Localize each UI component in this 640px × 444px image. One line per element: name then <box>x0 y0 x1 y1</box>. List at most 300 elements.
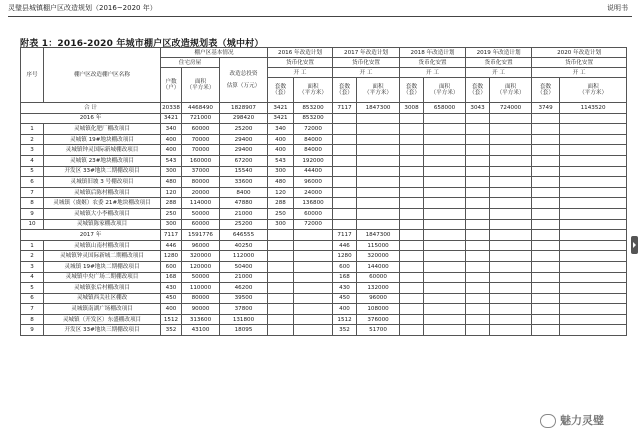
sets-area-cell <box>424 272 466 283</box>
sets-cell <box>532 230 560 241</box>
sets-area-cell: 1143520 <box>560 103 627 114</box>
col-area: 面积 （平方米） <box>182 68 220 103</box>
cost-cell: 25200 <box>220 124 268 135</box>
header-left: 灵璧县城镇棚户区改造规划（2016~2020 年） <box>8 4 157 12</box>
table-row <box>21 314 627 325</box>
sets-cell <box>400 325 424 336</box>
sets-area-cell <box>294 251 333 262</box>
table-row <box>21 166 627 177</box>
sets-cell <box>532 293 560 304</box>
sets-area-cell <box>490 198 532 209</box>
sets-cell <box>466 304 490 315</box>
sets-area-cell <box>490 187 532 198</box>
sets-cell: 480 <box>268 177 294 188</box>
sets-cell: 543 <box>268 155 294 166</box>
sets-cell <box>466 293 490 304</box>
project-name: 灵城镇山南村棚改项目 <box>44 240 161 251</box>
sets-area-cell <box>424 124 466 135</box>
sets-area-cell: 108000 <box>357 304 400 315</box>
table-row <box>21 124 627 135</box>
col-seq: 序号 <box>21 48 44 103</box>
area-cell: 80000 <box>182 177 220 188</box>
sets-area-cell <box>424 251 466 262</box>
table-row <box>21 261 627 272</box>
sets-cell <box>466 251 490 262</box>
sets-cell <box>532 187 560 198</box>
sets-area-cell <box>560 155 627 166</box>
col-2018-monetary: 货币化安置 <box>400 58 466 68</box>
sets-area-cell <box>560 304 627 315</box>
sets-cell <box>532 240 560 251</box>
table-row <box>21 134 627 145</box>
area-cell: 60000 <box>182 219 220 230</box>
sets-area-cell <box>357 177 400 188</box>
col-residential: 住宅房屋 <box>161 58 220 68</box>
sets-cell: 3043 <box>466 103 490 114</box>
sets-area-cell: 96000 <box>357 293 400 304</box>
area-cell: 70000 <box>182 134 220 145</box>
sets-cell <box>466 124 490 135</box>
cost-cell: 33600 <box>220 177 268 188</box>
sets-area-cell: 1847300 <box>357 103 400 114</box>
sets-cell: 3749 <box>532 103 560 114</box>
sets-cell <box>532 155 560 166</box>
table-row <box>21 251 627 262</box>
sets-cell <box>400 251 424 262</box>
households-cell: 20338 <box>161 103 182 114</box>
project-name: 灵城镇化肥厂棚改项目 <box>44 124 161 135</box>
sets-cell <box>532 177 560 188</box>
sets-area-cell <box>560 187 627 198</box>
sets-cell <box>268 251 294 262</box>
row-number: 7 <box>21 187 44 198</box>
sets-cell: 250 <box>268 208 294 219</box>
sets-cell <box>532 134 560 145</box>
sets-area-cell <box>424 145 466 156</box>
table-row <box>21 219 627 230</box>
col-sets: 套数 （套） <box>268 78 294 103</box>
col-sets-area: 面积 （平方米） <box>560 78 627 103</box>
sets-area-cell <box>560 314 627 325</box>
sets-cell <box>532 219 560 230</box>
sets-area-cell <box>560 325 627 336</box>
sets-cell: 352 <box>333 325 357 336</box>
sets-cell <box>532 124 560 135</box>
sets-area-cell <box>490 155 532 166</box>
sets-area-cell <box>560 293 627 304</box>
sets-cell <box>466 155 490 166</box>
table-title: 附表 1：2016-2020 年城市棚户区改造规划表（城中村） <box>20 39 264 49</box>
area-cell: 120000 <box>182 261 220 272</box>
table-row <box>21 177 627 188</box>
sets-area-cell: 115000 <box>357 240 400 251</box>
sets-area-cell <box>560 230 627 241</box>
watermark: 魅力灵璧 <box>540 410 628 432</box>
sets-area-cell: 320000 <box>357 251 400 262</box>
sets-cell: 7117 <box>333 230 357 241</box>
sets-area-cell <box>357 145 400 156</box>
table-row <box>21 198 627 209</box>
sets-cell <box>268 272 294 283</box>
cost-cell: 112000 <box>220 251 268 262</box>
sets-area-cell <box>490 208 532 219</box>
households-cell: 430 <box>161 283 182 294</box>
sets-area-cell: 60000 <box>294 208 333 219</box>
area-cell: 80000 <box>182 293 220 304</box>
sets-area-cell <box>560 124 627 135</box>
row-number: 9 <box>21 208 44 219</box>
sets-area-cell <box>560 251 627 262</box>
project-name: 灵城镇南湖广场棚改项目 <box>44 304 161 315</box>
summary-label: 2016 年 <box>21 113 161 124</box>
sets-area-cell <box>424 166 466 177</box>
col-2019-monetary: 货币化安置 <box>466 58 532 68</box>
sets-cell <box>532 166 560 177</box>
sets-cell: 120 <box>268 187 294 198</box>
sets-area-cell <box>490 251 532 262</box>
col-2020: 2020 年改造计划 <box>532 48 627 58</box>
sets-area-cell <box>560 240 627 251</box>
sets-cell <box>532 283 560 294</box>
cost-cell: 18095 <box>220 325 268 336</box>
area-cell: 110000 <box>182 283 220 294</box>
sets-area-cell <box>424 155 466 166</box>
sets-cell <box>466 113 490 124</box>
sets-area-cell <box>490 304 532 315</box>
cost-cell: 47880 <box>220 198 268 209</box>
cost-cell: 21000 <box>220 272 268 283</box>
summary-row <box>21 103 627 114</box>
project-name: 灵城镇 19#地块二期棚改项目 <box>44 261 161 272</box>
sets-area-cell <box>424 325 466 336</box>
sets-area-cell <box>357 219 400 230</box>
households-cell: 446 <box>161 240 182 251</box>
sets-cell <box>532 325 560 336</box>
sets-cell <box>466 134 490 145</box>
summary-label: 2017 年 <box>21 230 161 241</box>
sets-cell <box>333 134 357 145</box>
sets-area-cell: 84000 <box>294 134 333 145</box>
table-row <box>21 272 627 283</box>
project-name: 灵城镇（开发区）东盛棚改项目 <box>44 314 161 325</box>
sets-area-cell <box>294 314 333 325</box>
sets-area-cell <box>424 293 466 304</box>
sets-cell <box>400 198 424 209</box>
area-cell: 90000 <box>182 304 220 315</box>
sets-area-cell <box>357 208 400 219</box>
table-row <box>21 240 627 251</box>
sets-cell <box>532 208 560 219</box>
sets-cell <box>333 198 357 209</box>
households-cell: 120 <box>161 187 182 198</box>
sets-area-cell: 96000 <box>294 177 333 188</box>
sets-cell <box>532 145 560 156</box>
sets-area-cell: 136800 <box>294 198 333 209</box>
sets-cell <box>532 251 560 262</box>
sets-area-cell: 658000 <box>424 103 466 114</box>
page-scroll-handle[interactable] <box>631 236 638 254</box>
project-name: 灵城镇西关社区棚改 <box>44 293 161 304</box>
sets-cell: 400 <box>268 134 294 145</box>
sets-cell <box>400 113 424 124</box>
sets-cell <box>466 198 490 209</box>
row-number: 2 <box>21 134 44 145</box>
sets-area-cell: 60000 <box>357 272 400 283</box>
area-cell: 43100 <box>182 325 220 336</box>
sets-area-cell: 192000 <box>294 155 333 166</box>
col-sets-area: 面积 （平方米） <box>490 78 532 103</box>
sets-area-cell <box>490 272 532 283</box>
project-name: 灵城镇旧坡 3 号棚改项目 <box>44 177 161 188</box>
sets-area-cell <box>490 113 532 124</box>
sets-cell <box>532 198 560 209</box>
row-number: 3 <box>21 261 44 272</box>
sets-cell <box>466 283 490 294</box>
sets-area-cell: 376000 <box>357 314 400 325</box>
sets-area-cell <box>560 177 627 188</box>
col-2017-start: 开 工 <box>333 68 400 78</box>
sets-area-cell <box>424 208 466 219</box>
cost-cell: 29400 <box>220 134 268 145</box>
cost-cell: 39500 <box>220 293 268 304</box>
sets-area-cell <box>560 208 627 219</box>
sets-cell <box>532 304 560 315</box>
col-2018-start: 开 工 <box>400 68 466 78</box>
project-name: 灵城镇大小李棚改项目 <box>44 208 161 219</box>
households-cell: 400 <box>161 304 182 315</box>
sets-cell: 3008 <box>400 103 424 114</box>
cost-cell: 37800 <box>220 304 268 315</box>
sets-area-cell <box>424 113 466 124</box>
sets-cell <box>466 187 490 198</box>
col-2020-start: 开 工 <box>532 68 627 78</box>
col-cost: 改造总投资 估算（万元） <box>220 58 268 103</box>
households-cell: 480 <box>161 177 182 188</box>
sets-cell <box>466 261 490 272</box>
sets-area-cell: 51700 <box>357 325 400 336</box>
sets-cell: 1512 <box>333 314 357 325</box>
sets-cell <box>400 283 424 294</box>
sets-cell: 1280 <box>333 251 357 262</box>
col-sets: 套数 （套） <box>532 78 560 103</box>
row-number: 8 <box>21 198 44 209</box>
sets-cell <box>466 314 490 325</box>
sets-area-cell <box>560 272 627 283</box>
col-2017: 2017 年改造计划 <box>333 48 400 58</box>
sets-area-cell: 853200 <box>294 103 333 114</box>
cost-cell: 25200 <box>220 219 268 230</box>
sets-area-cell <box>357 134 400 145</box>
sets-area-cell <box>490 293 532 304</box>
area-cell: 96000 <box>182 240 220 251</box>
col-2018: 2018 年改造计划 <box>400 48 466 58</box>
sets-area-cell <box>357 124 400 135</box>
sets-cell <box>466 177 490 188</box>
project-name: 灵城镇 19#地块棚改项目 <box>44 134 161 145</box>
area-cell: 160000 <box>182 155 220 166</box>
sets-area-cell <box>560 283 627 294</box>
households-cell: 352 <box>161 325 182 336</box>
sets-cell <box>400 304 424 315</box>
col-2017-monetary: 货币化安置 <box>333 58 400 68</box>
cost-cell: 8400 <box>220 187 268 198</box>
project-name: 开发区 33#地块三期棚改项目 <box>44 325 161 336</box>
sets-cell: 450 <box>333 293 357 304</box>
wechat-icon <box>540 414 556 428</box>
area-cell: 50000 <box>182 272 220 283</box>
sets-cell <box>333 155 357 166</box>
sets-cell <box>400 177 424 188</box>
sets-area-cell <box>424 198 466 209</box>
project-name: 开发区 33#地块二期棚改项目 <box>44 166 161 177</box>
table-row <box>21 325 627 336</box>
sets-cell <box>466 145 490 156</box>
sets-area-cell <box>490 240 532 251</box>
col-2019: 2019 年改造计划 <box>466 48 532 58</box>
sets-area-cell <box>357 155 400 166</box>
sets-area-cell <box>490 261 532 272</box>
sets-area-cell <box>490 124 532 135</box>
sets-cell <box>268 230 294 241</box>
sets-area-cell <box>294 293 333 304</box>
row-number: 6 <box>21 293 44 304</box>
table-row <box>21 187 627 198</box>
sets-cell <box>466 219 490 230</box>
col-households: 户数 （户） <box>161 68 182 103</box>
project-name: 灵城镇后陈村棚改项目 <box>44 187 161 198</box>
sets-cell <box>268 283 294 294</box>
sets-cell <box>333 219 357 230</box>
sets-cell <box>400 230 424 241</box>
row-number: 3 <box>21 145 44 156</box>
households-cell: 600 <box>161 261 182 272</box>
sets-area-cell <box>357 198 400 209</box>
table-row <box>21 293 627 304</box>
sets-area-cell <box>490 325 532 336</box>
sets-cell <box>532 272 560 283</box>
sets-cell: 430 <box>333 283 357 294</box>
sets-cell <box>333 124 357 135</box>
col-sets: 套数 （套） <box>400 78 424 103</box>
sets-cell <box>400 314 424 325</box>
sets-cell <box>268 240 294 251</box>
sets-cell <box>400 134 424 145</box>
sets-cell <box>268 293 294 304</box>
sets-cell: 3421 <box>268 113 294 124</box>
project-name: 灵城镇陈家棚改项目 <box>44 219 161 230</box>
sets-cell <box>466 272 490 283</box>
sets-area-cell <box>560 145 627 156</box>
sets-area-cell <box>357 113 400 124</box>
sets-area-cell <box>490 230 532 241</box>
sets-area-cell <box>490 314 532 325</box>
sets-cell <box>400 145 424 156</box>
sets-cell <box>400 293 424 304</box>
households-cell: 7117 <box>161 230 182 241</box>
area-cell: 60000 <box>182 124 220 135</box>
cost-cell: 646555 <box>220 230 268 241</box>
sets-area-cell <box>424 219 466 230</box>
col-2016-start: 开 工 <box>268 68 333 78</box>
sets-area-cell: 724000 <box>490 103 532 114</box>
project-name: 灵城镇中央广场二期棚改项目 <box>44 272 161 283</box>
sets-cell <box>400 187 424 198</box>
sets-area-cell <box>294 272 333 283</box>
households-cell: 250 <box>161 208 182 219</box>
project-name: 灵城镇 23#地块棚改项目 <box>44 155 161 166</box>
table-row <box>21 145 627 156</box>
sets-area-cell <box>560 166 627 177</box>
col-2020-monetary: 货币化安置 <box>532 58 627 68</box>
sets-cell <box>333 145 357 156</box>
sets-cell: 400 <box>333 304 357 315</box>
sets-cell <box>268 304 294 315</box>
sets-cell <box>466 166 490 177</box>
sets-area-cell <box>490 166 532 177</box>
sets-cell <box>400 155 424 166</box>
sets-area-cell <box>424 304 466 315</box>
sets-area-cell <box>424 187 466 198</box>
area-cell: 50000 <box>182 208 220 219</box>
sets-area-cell <box>294 325 333 336</box>
sets-area-cell <box>424 177 466 188</box>
sets-cell <box>400 261 424 272</box>
cost-cell: 46200 <box>220 283 268 294</box>
sets-cell <box>532 261 560 272</box>
sets-cell <box>400 240 424 251</box>
header-right: 说明书 <box>607 4 628 12</box>
col-2019-start: 开 工 <box>466 68 532 78</box>
row-number: 4 <box>21 155 44 166</box>
sets-cell <box>532 314 560 325</box>
row-number: 7 <box>21 304 44 315</box>
sets-cell: 168 <box>333 272 357 283</box>
project-name: 灵城镇（虞姬）农委 21#地块棚改项目 <box>44 198 161 209</box>
sets-area-cell: 72000 <box>294 124 333 135</box>
sets-area-cell <box>294 283 333 294</box>
renovation-plan-table <box>20 47 627 336</box>
sets-area-cell <box>560 198 627 209</box>
sets-area-cell <box>424 134 466 145</box>
summary-label: 合 计 <box>21 103 161 114</box>
sets-area-cell <box>424 283 466 294</box>
households-cell: 450 <box>161 293 182 304</box>
row-number: 8 <box>21 314 44 325</box>
cost-cell: 40250 <box>220 240 268 251</box>
row-number: 9 <box>21 325 44 336</box>
row-number: 10 <box>21 219 44 230</box>
sets-area-cell <box>490 145 532 156</box>
sets-area-cell <box>490 219 532 230</box>
table-row <box>21 283 627 294</box>
project-name: 灵城镇张后村棚改项目 <box>44 283 161 294</box>
households-cell: 340 <box>161 124 182 135</box>
sets-cell <box>400 219 424 230</box>
sets-cell <box>466 208 490 219</box>
sets-cell <box>400 124 424 135</box>
sets-cell <box>532 113 560 124</box>
sets-area-cell: 132000 <box>357 283 400 294</box>
sets-cell <box>268 325 294 336</box>
households-cell: 168 <box>161 272 182 283</box>
sets-area-cell: 144000 <box>357 261 400 272</box>
sets-cell <box>466 240 490 251</box>
table-row <box>21 208 627 219</box>
col-sets-area: 面积 （平方米） <box>357 78 400 103</box>
cost-cell: 67200 <box>220 155 268 166</box>
sets-cell <box>400 166 424 177</box>
sets-area-cell: 44400 <box>294 166 333 177</box>
